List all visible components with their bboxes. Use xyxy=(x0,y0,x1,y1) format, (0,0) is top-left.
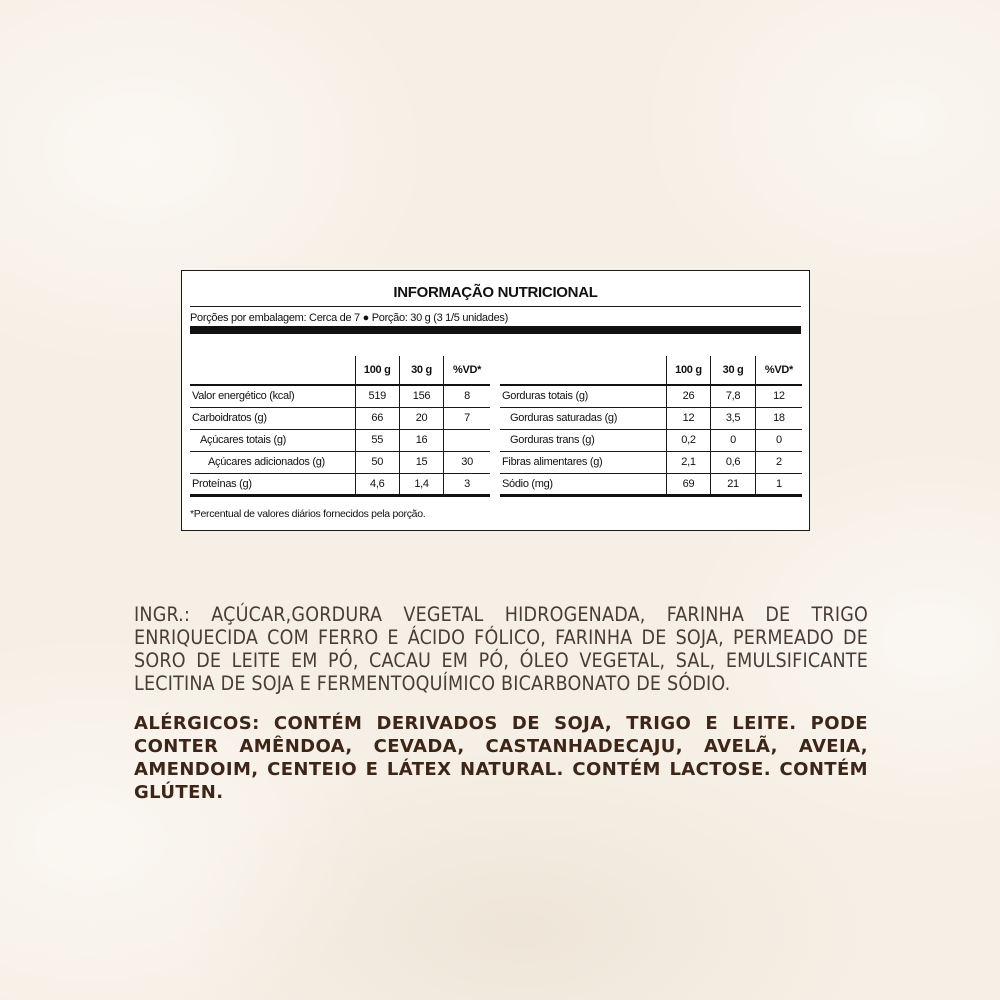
row-value-100g: 50 xyxy=(355,451,399,473)
row-value-100g: 0,2 xyxy=(666,429,711,451)
header-100g: 100 g xyxy=(666,356,711,385)
table-row xyxy=(500,473,802,495)
row-value-30g: 0,6 xyxy=(711,451,756,473)
row-value-30g: 16 xyxy=(399,429,443,451)
table-row xyxy=(190,429,490,451)
table-row xyxy=(500,451,802,473)
header-blank xyxy=(190,356,355,385)
row-value-vd: 2 xyxy=(755,451,802,473)
row-value-vd: 1 xyxy=(755,473,802,495)
row-label: Fibras alimentares (g) xyxy=(500,451,666,473)
table-header-row xyxy=(190,356,490,385)
row-value-vd xyxy=(444,429,490,451)
row-label: Sódio (mg) xyxy=(500,473,666,495)
row-value-30g: 156 xyxy=(399,385,443,407)
row-value-100g: 2,1 xyxy=(666,451,711,473)
header-30g: 30 g xyxy=(711,356,756,385)
row-label: Açúcares adicionados (g) xyxy=(190,451,355,473)
table-row xyxy=(190,473,490,495)
row-value-vd: 3 xyxy=(444,473,490,495)
row-label: Gorduras saturadas (g) xyxy=(500,407,666,429)
header-vd: %VD* xyxy=(444,356,490,385)
row-value-30g: 20 xyxy=(399,407,443,429)
row-label: Gorduras trans (g) xyxy=(500,429,666,451)
row-value-vd: 12 xyxy=(755,385,802,407)
nutrition-table-left xyxy=(190,356,490,497)
row-value-100g: 4,6 xyxy=(355,473,399,495)
thick-divider xyxy=(190,326,801,334)
nutrition-footnote: *Percentual de valores diários fornecidos pela porção. xyxy=(190,508,426,520)
row-value-30g: 21 xyxy=(711,473,756,495)
row-value-vd: 0 xyxy=(755,429,802,451)
row-value-100g: 12 xyxy=(666,407,711,429)
nutrition-facts-panel xyxy=(181,270,810,531)
header-100g: 100 g xyxy=(355,356,399,385)
table-row xyxy=(190,407,490,429)
header-30g: 30 g xyxy=(399,356,443,385)
ingredients-text: INGR.: AÇÚCAR,GORDURA VEGETAL HIDROGENADA, FARINHA DE TRIGO ENRIQUECIDA COM FERRO E ÁCIDO FÓLICO, FARINHA DE SOJA, PERMEADO DE SORO DE LEITE EM PÓ, CACAU EM PÓ, ÓLEO VEGETAL, SAL, EMULSIFICANTE LECITINA DE SOJA E FERMENTOQUÍMICO BICARBONATO DE SÓDIO. xyxy=(134,603,868,695)
row-label: Açúcares totais (g) xyxy=(190,429,355,451)
row-label: Carboidratos (g) xyxy=(190,407,355,429)
header-blank xyxy=(500,356,666,385)
row-value-30g: 15 xyxy=(399,451,443,473)
header-vd: %VD* xyxy=(755,356,802,385)
row-value-100g: 69 xyxy=(666,473,711,495)
table-header-row xyxy=(500,356,802,385)
nutrition-table-right xyxy=(500,356,802,497)
table-row xyxy=(500,407,802,429)
row-label: Proteínas (g) xyxy=(190,473,355,495)
row-value-100g: 26 xyxy=(666,385,711,407)
row-value-30g: 7,8 xyxy=(711,385,756,407)
row-value-vd: 18 xyxy=(755,407,802,429)
row-value-100g: 519 xyxy=(355,385,399,407)
table-row xyxy=(500,385,802,407)
row-label: Valor energético (kcal) xyxy=(190,385,355,407)
row-value-30g: 3,5 xyxy=(711,407,756,429)
row-value-vd: 30 xyxy=(444,451,490,473)
row-value-vd: 8 xyxy=(444,385,490,407)
row-label: Gorduras totais (g) xyxy=(500,385,666,407)
serving-info: Porções por embalagem: Cerca de 7 ● Porção: 30 g (3 1/5 unidades) xyxy=(190,312,508,324)
row-value-vd: 7 xyxy=(444,407,490,429)
row-value-30g: 1,4 xyxy=(399,473,443,495)
row-value-30g: 0 xyxy=(711,429,756,451)
row-value-100g: 55 xyxy=(355,429,399,451)
table-row xyxy=(190,451,490,473)
table-row xyxy=(190,385,490,407)
table-row xyxy=(500,429,802,451)
allergens-text: ALÉRGICOS: CONTÉM DERIVADOS DE SOJA, TRIGO E LEITE. PODE CONTER AMÊNDOA, CEVADA, CASTANHADECAJU, AVELÃ, AVEIA, AMENDOIM, CENTEIO E LÁTEX NATURAL. CONTÉM LACTOSE. CONTÉM GLÚTEN. xyxy=(134,713,868,803)
nutrition-title: INFORMAÇÃO NUTRICIONAL xyxy=(393,284,598,301)
row-value-100g: 66 xyxy=(355,407,399,429)
